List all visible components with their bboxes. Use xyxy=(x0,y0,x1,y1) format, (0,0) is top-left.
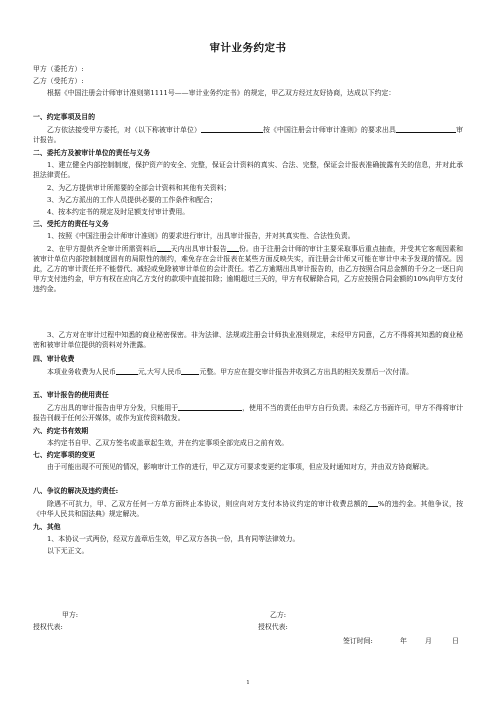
section-4-text-a: 本项业务收费为人民币 xyxy=(47,368,116,376)
section-2-item-2: 2、为乙方提供审计所需要的全部会计资料和其他有关资料； xyxy=(47,184,231,192)
section-8-heading: 八、争议的解决及违约责任: xyxy=(33,487,119,495)
report-usage-blank xyxy=(178,402,242,411)
section-1-text-c: 审计报告。 xyxy=(33,126,464,144)
section-9-item-2: 以下无正文。 xyxy=(47,547,89,555)
section-5-heading: 五、审计报告的使用责任 xyxy=(33,391,109,399)
section-1-text-a: 乙方依法接受甲方委托，对（以下称被审计单位） xyxy=(47,126,201,134)
section-8-paragraph xyxy=(33,498,463,519)
penalty-percent-blank xyxy=(368,498,378,507)
section-2-item-3: 3、为乙方派出的工作人员提供必要的工作条件和配合； xyxy=(47,196,217,204)
signing-date-year: 年 xyxy=(400,637,407,645)
section-9-heading: 九、其他 xyxy=(33,523,61,531)
section-4-paragraph xyxy=(33,366,463,377)
document-title: 审计业务约定书 xyxy=(209,42,287,54)
section-2-item-1: 1、建立健全内部控制制度，保护资产的安全、完整，保证会计资料的真实、合法、完整，保证会计报表准确披露有关的信息，并对此承担法律责任。 xyxy=(33,161,463,179)
section-5-text-b: ，使用不当的责任由甲方自行负责。未经乙方书面许可，甲方不得将审计报告刊载于任何公开媒体，或作为宣传资料散发。 xyxy=(33,404,464,422)
party-a-representative-label: 授权代表: xyxy=(33,623,63,631)
intro-paragraph: 根据《中国注册会计师审计准则第1111号——审计业务约定书》的规定，甲乙双方经过友好协商，达成以下约定： xyxy=(47,89,396,97)
section-5-text-a: 乙方出具的审计报告由甲方分发，只能用于 xyxy=(47,404,179,412)
section-3-item-2-text-b: 天内出具审计报告 xyxy=(170,245,227,253)
section-3-item-2-text-c: 份。由于注册会计师的审计主要采取事后重点抽查，并受其它客观因素和被审计单位内部控制制度固有的局限性的制约，难免存在会计报表在某些方面反映失实，而注册会计师又可能在审计中未予发现的情况。因此，乙方的审计责任并不能替代、减轻或免除被审计单位的会计责任。若乙方逾期出具审计报告的，由乙方按照合同总金额的千分之一逐日向甲方支付违约金，甲方有权在应向乙方支付的款项中直接扣除；逾期超过三天的，甲方有权解除合同，乙方应按照合同金额的10%向甲方支付违约金。 xyxy=(33,245,463,293)
section-6-paragraph: 本约定书自甲、乙双方签名或盖章起生效，并在约定事项全部完成日之前有效。 xyxy=(47,439,289,447)
section-1-heading: 一、约定事项及目的 xyxy=(33,113,96,121)
report-type-blank xyxy=(396,124,456,133)
section-2-heading: 二、委托方及被审计单位的责任与义务 xyxy=(33,149,151,157)
section-4-text-c: 元整。甲方应在提交审计报告并收到乙方出具的相关发票后一次付清。 xyxy=(199,368,414,376)
section-3-heading: 三、受托方的责任与义务 xyxy=(33,220,109,228)
section-8-text-b: %的违约金。其他争议，按《中华人民共和国法典》规定解决。 xyxy=(33,500,464,518)
page-number: 1 xyxy=(246,680,250,686)
section-4-text-b: 元,大写人民币 xyxy=(137,368,182,376)
signing-date-day: 日 xyxy=(452,637,459,645)
section-3-item-1: 1、按照《中国注册会计师审计准则》的要求进行审计，出具审计报告，并对其真实性、合法性负责。 xyxy=(47,232,355,240)
copies-blank xyxy=(227,243,239,252)
section-2-item-4: 4、按本约定书的规定及时足额支付审计费用。 xyxy=(47,208,190,216)
section-3-item-2 xyxy=(33,243,463,294)
section-8-text-a: 除遇不可抗力，甲、乙双方任何一方单方面终止本协议，则应向对方支付本协议约定的审计收费总额的 xyxy=(47,500,368,508)
fee-uppercase-blank xyxy=(181,366,199,375)
section-1-text-b: 按《中国注册会计师审计准则》的要求出具 xyxy=(262,126,397,134)
section-1-paragraph xyxy=(33,124,463,145)
party-b-line: 乙方（受托方）: xyxy=(33,77,84,85)
fee-amount-blank xyxy=(116,366,138,375)
section-7-heading: 七、约定事项的变更 xyxy=(33,451,96,459)
signing-date-month: 月 xyxy=(425,637,432,645)
party-b-signature-label: 乙方: xyxy=(270,611,287,619)
section-4-heading: 四、审计收费 xyxy=(33,355,75,363)
section-7-paragraph: 由于可能出现不可预见的情况，影响审计工作的进行，甲乙双方可要求变更约定事项，但应及时通知对方，并由双方协商解决。 xyxy=(47,463,433,471)
party-a-signature-label: 甲方: xyxy=(62,611,79,619)
party-a-line: 甲方（委托方）: xyxy=(33,65,84,73)
days-blank xyxy=(157,243,171,252)
section-3-item-3: 3、乙方对在审计过程中知悉的商业秘密保密。非为法律、法规或注册会计师执业准则规定，未经甲方同意，乙方不得将其知悉的商业秘密和被审计单位提供的资料对外泄露。 xyxy=(33,331,463,349)
audited-entity-blank xyxy=(201,124,263,133)
section-3-item-2-text-a: 2、在甲方提供齐全审计所需资料后 xyxy=(47,245,157,253)
section-6-heading: 六、约定书有效期 xyxy=(33,427,89,435)
section-9-item-1: 1、本协议一式两份，经双方盖章后生效，甲乙双方各执一份，具有同等法律效力。 xyxy=(47,535,300,543)
party-b-representative-label: 授权代表: xyxy=(258,623,288,631)
section-5-paragraph xyxy=(33,402,463,423)
signing-date-label: 签订时间: xyxy=(343,637,373,645)
